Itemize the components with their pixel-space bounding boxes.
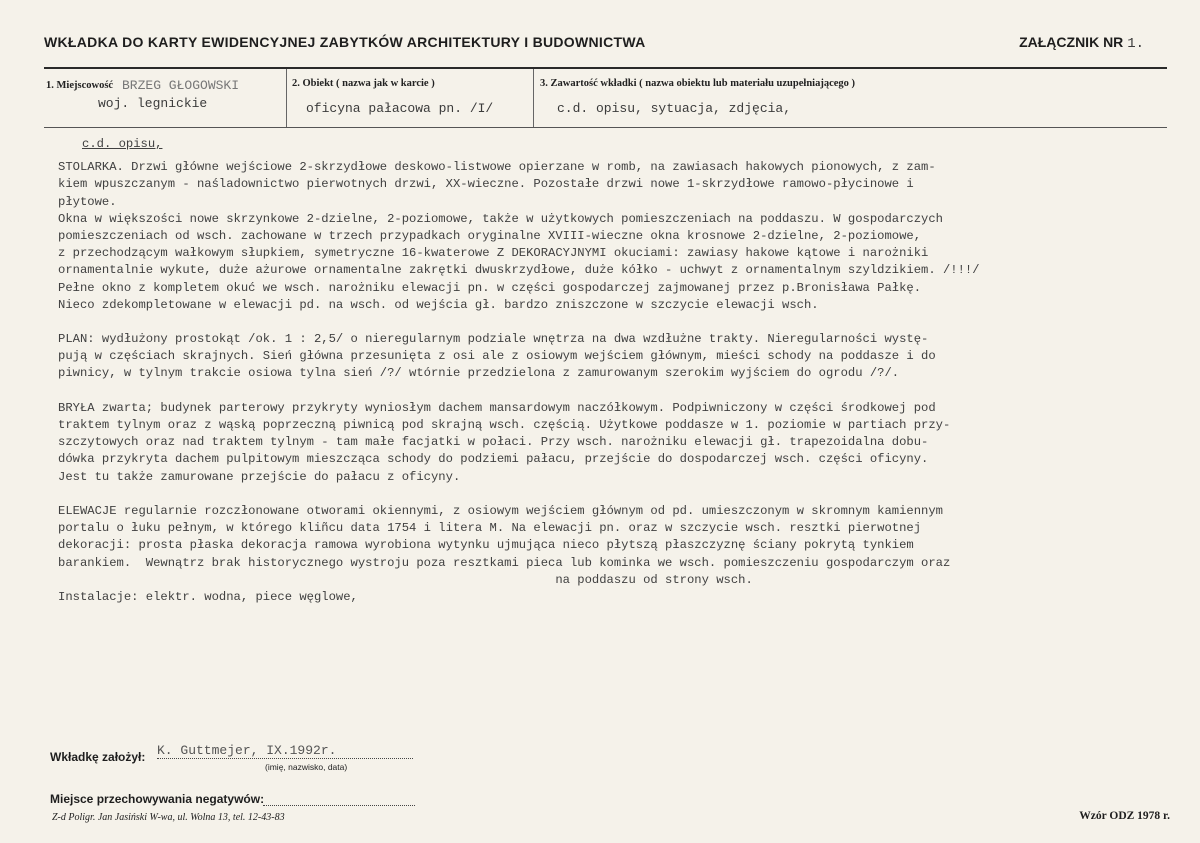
description-line: barankiem. Wewnątrz brak historycznego wystroju poza resztkami pieca lub kominka we wsch. pomieszczeniu gospodarczym oraz [58, 555, 951, 570]
voivodeship-value: woj. legnickie [98, 96, 208, 111]
locality-value: BRZEG GŁOGOWSKI [122, 78, 240, 93]
founder-caption: (imię, nazwisko, data) [265, 762, 348, 772]
description-line: Jest tu także zamurowane przejście do pałacu z oficyny. [58, 469, 461, 484]
description-heading-text: c.d. opisu, [82, 137, 163, 151]
description-line: BRYŁA zwarta; budynek parterowy przykryty wyniosłym dachem mansardowym naczółkowym. Podpiwniczony w części środkowej pod [58, 400, 936, 415]
form-title: WKŁADKA DO KARTY EWIDENCYJNEJ ZABYTKÓW ARCHITEKTURY I BUDOWNICTWA [44, 34, 646, 50]
description-line: Okna w większości nowe skrzynkowe 2-dzielne, 2-poziomowe, także w użytkowych pomieszczeniach na poddaszu. W gospodarczych [58, 211, 943, 226]
field-divider-2 [533, 69, 534, 127]
description-body [58, 136, 1168, 606]
description-line: dekoracji: prosta płaska dekoracja ramowa wyrobiona wytynku ujmująca nieco płytszą płaszczyznę ściany pokrytą tynkiem [58, 538, 914, 553]
description-line: dówka przykryta dachem pulpitowym mieszcząca schody do podziemi pałacu, przejście do dospodarczej wsch. części oficyny. [58, 452, 929, 467]
content-label: 3. Zawartość wkładki ( nazwa obiektu lub materiału uzupełniającego ) [540, 78, 856, 89]
description-line: Pełne okno z kompletem okuć we wsch. narożniku elewacji pn. w części gospodarczej zajmowanej przez p.Bronisława Pałkę. [58, 280, 922, 295]
negatives-field[interactable] [263, 804, 415, 806]
locality-label: 1. Miejscowość [46, 80, 114, 91]
founder-label: Wkładkę założył: [50, 750, 146, 764]
description-heading [58, 136, 1168, 153]
fields-bottom-rule [44, 127, 1167, 128]
description-line: szczytowych oraz nad traktem tylnym - tam małe facjatki w połaci. Przy wsch. narożniku elewacji gł. trapezoidalna dobu- [58, 435, 929, 450]
description-line: kiem wpuszczanym - naśladownictwo pierwotnych drzwi, XX-wieczne. Pozostałe drzwi nowe 1-skrzydłowe ramowo-płycinowe i [58, 177, 914, 192]
description-line: ornamentalnie wykute, duże ażurowe ornamentalne zakrętki dwuskrzydłowe, duże kółko - uchwyt z ornamentalnym szyldzikiem. /!!!/ [58, 263, 980, 278]
founder-value: K. Guttmejer, IX.1992r. [157, 743, 413, 759]
description-line: na poddaszu od strony wsch. [58, 572, 753, 587]
description-line: Nieco zdekompletowane w elewacji pd. na wsch. od wejścia gł. bardzo zniszczone w szczycie elewacji wsch. [58, 297, 819, 312]
paragraph-gap [58, 383, 1168, 400]
form-pattern: Wzór ODZ 1978 r. [1079, 810, 1170, 822]
appendix-number: 1. [1127, 36, 1144, 52]
field-divider-1 [286, 69, 287, 127]
description-line: portalu o łuku pełnym, w którego kliñcu data 1754 i litera M. Na elewacji pn. oraz w szczycie wsch. resztki pierwotnej [58, 521, 922, 536]
paragraph-gap [58, 486, 1168, 503]
paragraph-gap [58, 314, 1168, 331]
description-line: traktem tylnym oraz z wąską poprzeczną piwnicą pod skrajną wsch. częścią. Użytkowe poddasze w 1. poziomie w partiach przy- [58, 418, 951, 432]
object-value: oficyna pałacowa pn. /I/ [306, 101, 494, 116]
description-lines [58, 159, 1168, 606]
negatives-label: Miejsce przechowywania negatywów: [50, 792, 265, 806]
content-value: c.d. opisu, sytuacja, zdjęcia, [557, 101, 792, 116]
description-line: ELEWACJE regularnie rozczłonowane otworami okiennymi, z osiowym wejściem głównym od pd. umieszczonym w skromnym kamiennym [58, 503, 943, 518]
description-line: Instalacje: elektr. wodna, piece węglowe, [58, 589, 358, 604]
description-line: płytowe. [58, 194, 117, 209]
object-label: 2. Obiekt ( nazwa jak w karcie ) [292, 78, 435, 89]
printer-imprint: Z-d Poligr. Jan Jasiński W-wa, ul. Wolna 13, tel. 12-43-83 [52, 812, 285, 823]
description-line: PLAN: wydłużony prostokąt /ok. 1 : 2,5/ o nieregularnym podziale wnętrza na dwa wzdłużne trakty. Nieregularności wystę- [58, 332, 929, 347]
description-line: pomieszczeniach od wsch. zachowane w trzech przypadkach oryginalne XVIII-wieczne okna krosnowe 2-dzielne, 2-poziomowe, [58, 228, 922, 243]
description-line: z przechodzącym wałkowym słupkiem, symetryczne 16-kwaterowe Z DEKORACYJNYMI okuciami: zawiasy hakowe kątowe i narożniki [58, 246, 929, 261]
top-rule [44, 67, 1167, 69]
appendix-label-text: ZAŁĄCZNIK NR [1019, 34, 1124, 50]
description-line: piwnicy, w tylnym trakcie osiowa tylna sień /?/ wtórnie przedzielona z zamurowanym szerokim wyjściem do ogrodu /?/. [58, 366, 900, 381]
description-line: STOLARKA. Drzwi główne wejściowe 2-skrzydłowe deskowo-listwowe opierzane w romb, na zawiasach hakowych pionowych, z zam- [58, 160, 936, 175]
appendix-label [1019, 34, 1144, 52]
description-line: pują w częściach skrajnych. Sień główna przesunięta z osi ale z osiowym wejściem głównym, mieści schody na poddasze i do [58, 349, 936, 364]
